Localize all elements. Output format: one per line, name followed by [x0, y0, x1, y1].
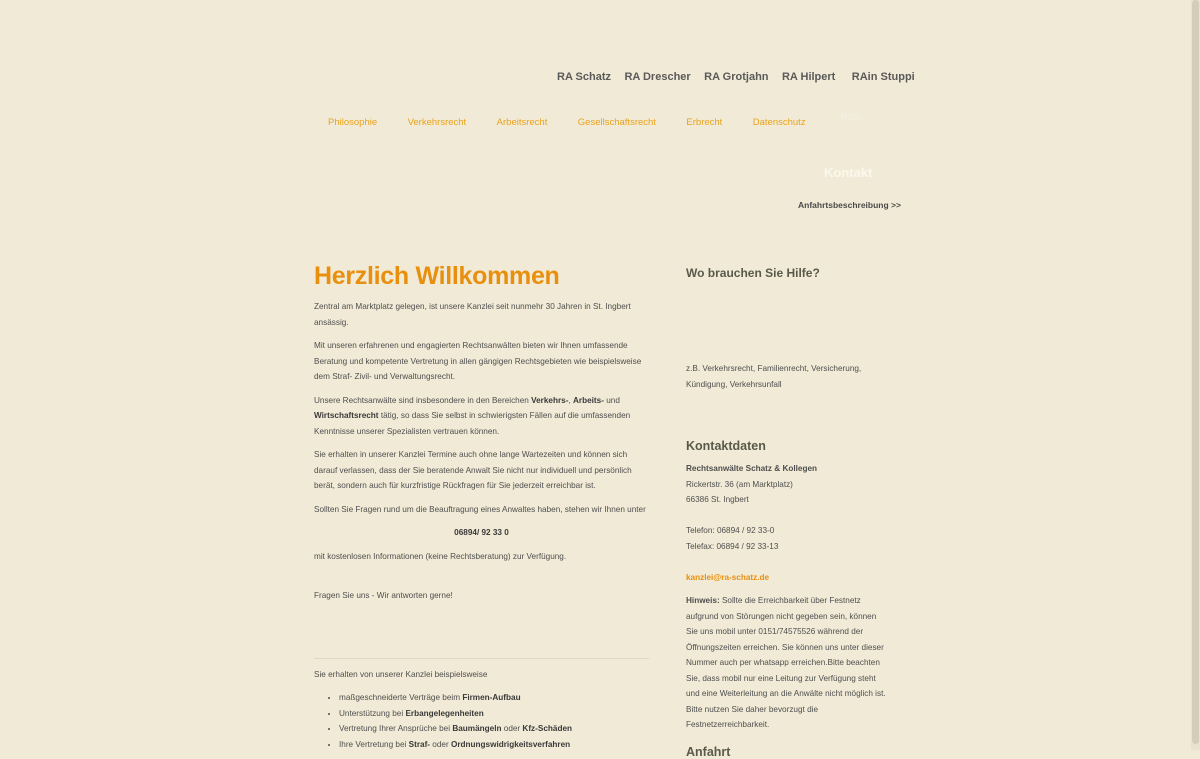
- specialties-paragraph: Unsere Rechtsanwälte sind insbesondere in den Bereichen Verkehrs-, Arbeits- und Wirtschaftsrecht tätig, so dass Sie selbst in schwierigsten Fällen auf die umfassenden Kenntnisse unserer Spezialisten vertrauen können.: [314, 395, 631, 436]
- phone-number: 06894/ 92 33 0: [454, 528, 509, 537]
- appointments-paragraph: Sie erhalten in unserer Kanzlei Termine auch ohne lange Wartezeiten und können sich darauf verlassen, dass der Sie beratende Anwalt Sie nicht nur individuell und persönlich berät, sondern auch für kurzfristige Rückfragen für Sie jederzeit erreichbar ist.: [314, 450, 632, 490]
- list-item: • Vertretung Ihrer Ansprüche bei Baumängeln oder Kfz-Schäden: [339, 721, 649, 737]
- nav-verkehrsrecht[interactable]: Verkehrsrecht: [407, 117, 467, 128]
- nav-philosophie[interactable]: Philosophie: [328, 117, 378, 128]
- email-link[interactable]: kanzlei@ra-schatz.de: [686, 572, 770, 582]
- main-content: [314, 262, 649, 752]
- hilfe-heading: Wo brauchen Sie Hilfe?: [686, 266, 820, 280]
- hinweis-note: Hinweis: Sollte die Erreichbarkeit über Festnetz aufgrund von Störungen nicht gegeben sein, können Sie uns mobil unter 0151/74575526 während der Öffnungszeiten erreichen. Sie können uns unter dieser Nummer auch per whatsapp erreichen.Bitte beachten Sie, dass mobil nur eine Leitung zur Verfügung steht und eine Weiterleitung an die Anwälte nicht möglich ist. Bitte nutzen Sie daher bevorzugt die Festnetzerreichbarkeit.: [686, 596, 886, 729]
- telephone: Telefon: 06894 / 92 33-0: [686, 526, 775, 535]
- main-nav: [328, 112, 832, 126]
- list-item: • Unterstützung bei Erbangelegenheiten: [339, 706, 649, 722]
- list-item: • Ihre Vertretung bei Straf- oder Ordnungswidrigkeitsverfahren: [339, 737, 649, 753]
- telefax: Telefax: 06894 / 92 33-13: [686, 541, 779, 551]
- anfahrtsbeschreibung-link[interactable]: Anfahrtsbeschreibung >>: [798, 200, 901, 210]
- services-paragraph: Mit unseren erfahrenen und engagierten Rechtsanwälten bieten wir Ihnen umfassende Beratung und kompetente Vertretung in allen gängigen Rechtsgebieten wie beispielsweise dem Straf- Zivil- und Verwaltungsrecht.: [314, 341, 642, 381]
- intro-paragraph: Zentral am Marktplatz gelegen, ist unsere Kanzlei seit nunmehr 30 Jahren in St. Ingbert ansässig.: [314, 302, 631, 327]
- nav-gesellschaftsrecht[interactable]: Gesellschaftsrecht: [577, 117, 656, 128]
- street-address: Rickertstr. 36 (am Marktplatz): [686, 479, 793, 489]
- divider: [314, 658, 649, 659]
- nav-erbrecht[interactable]: Erbrecht: [686, 117, 723, 128]
- lawyer-link-schatz[interactable]: RA Schatz: [557, 71, 611, 83]
- hilfe-examples: z.B. Verkehrsrecht, Familienrecht, Versicherung, Kündigung, Verkehrsunfall: [686, 364, 862, 389]
- questions-paragraph: Sollten Sie Fragen rund um die Beauftragung eines Anwaltes haben, stehen wir Ihnen unter: [314, 504, 646, 514]
- scrollbar-thumb[interactable]: [1192, 0, 1199, 744]
- kontaktdaten-heading: Kontaktdaten: [686, 439, 766, 453]
- contact-block: [686, 461, 886, 733]
- free-info-paragraph: mit kostenlosen Informationen (keine Rechtsberatung) zur Verfügung.: [314, 551, 567, 561]
- firm-name: Rechtsanwälte Schatz & Kollegen: [686, 464, 818, 473]
- services-list: [314, 690, 649, 752]
- city-address: 66386 St. Ingbert: [686, 495, 749, 504]
- list-item: • maßgeschneiderte Verträge beim Firmen-Aufbau: [339, 690, 649, 706]
- page-scrollbar[interactable]: [1191, 0, 1200, 750]
- lawyer-nav: [557, 67, 924, 83]
- lawyer-link-drescher[interactable]: RA Drescher: [624, 71, 691, 83]
- rss-link[interactable]: RSS: [841, 112, 861, 123]
- sidebar: [686, 266, 886, 759]
- kontakt-link[interactable]: Kontakt: [824, 165, 873, 180]
- nav-arbeitsrecht[interactable]: Arbeitsrecht: [496, 117, 548, 128]
- page-title: Herzlich Willkommen: [314, 262, 560, 290]
- lawyer-link-hilpert[interactable]: RA Hilpert: [781, 71, 836, 83]
- lawyer-link-stuppi[interactable]: RAin Stuppi: [851, 71, 915, 83]
- lawyer-link-grotjahn[interactable]: RA Grotjahn: [704, 71, 769, 83]
- ask-us-paragraph: Fragen Sie uns - Wir antworten gerne!: [314, 591, 453, 600]
- nav-datenschutz[interactable]: Datenschutz: [752, 117, 806, 128]
- list-intro: Sie erhalten von unserer Kanzlei beispielsweise: [314, 669, 488, 679]
- anfahrt-heading: Anfahrt: [686, 744, 731, 759]
